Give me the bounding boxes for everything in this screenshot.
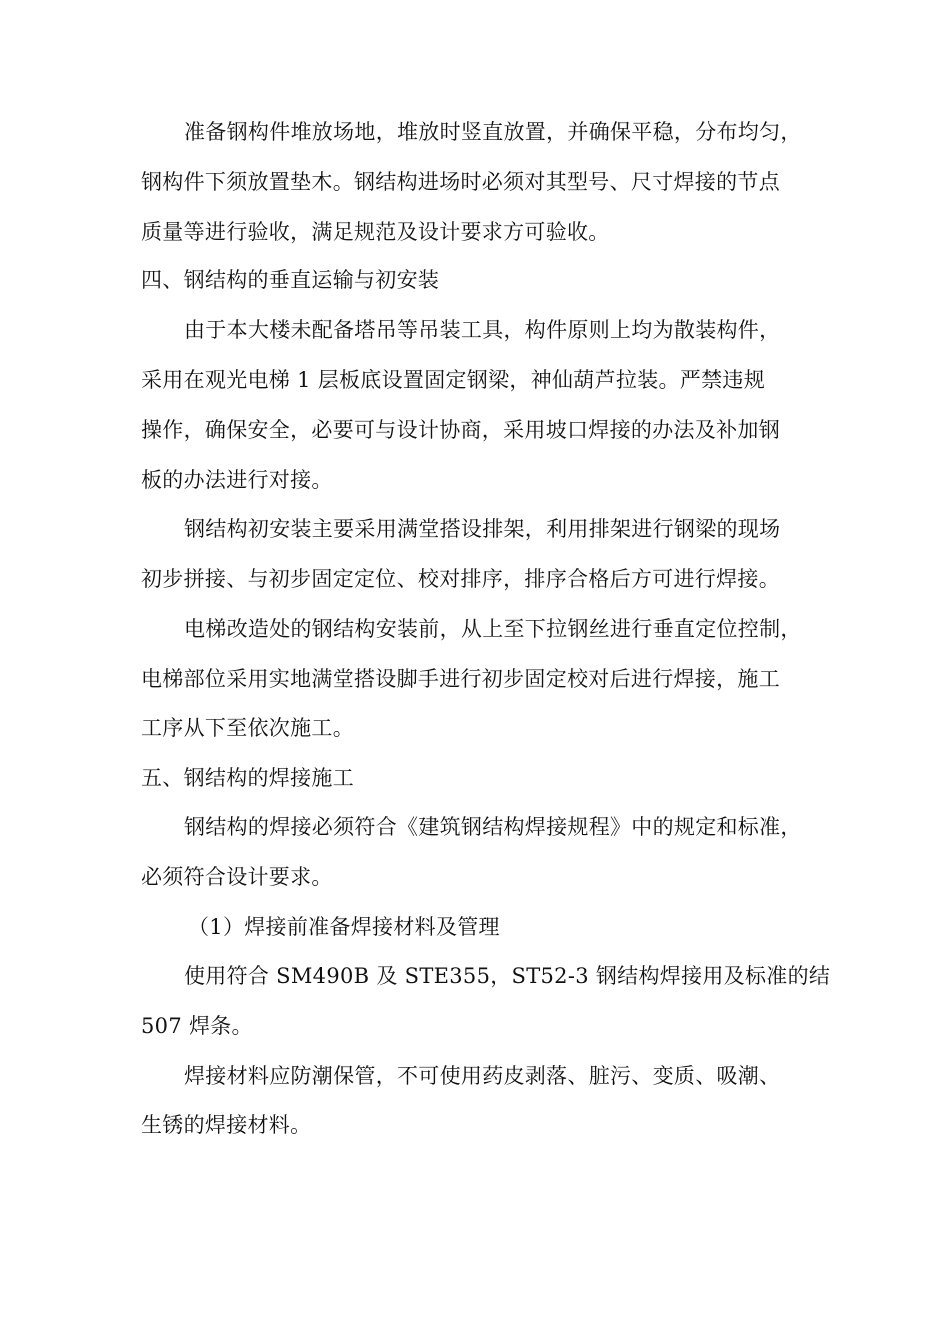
paragraph-line: 准备钢构件堆放场地，堆放时竖直放置，并确保平稳，分布均匀，	[184, 120, 802, 144]
paragraph-line: 由于本大楼未配备塔吊等吊装工具，构件原则上均为散装构件，	[184, 318, 781, 342]
paragraph-line: 质量等进行验收，满足规范及设计要求方可验收。	[141, 220, 610, 244]
paragraph-line: 焊接材料应防潮保管，不可使用药皮剥落、脏污、变质、吸潮、	[184, 1064, 781, 1088]
paragraph-line: 钢构件下须放置垫木。钢结构进场时必须对其型号、尺寸焊接的节点	[141, 170, 780, 194]
paragraph-line: 钢结构初安装主要采用满堂搭设排架，利用排架进行钢梁的现场	[184, 517, 781, 541]
paragraph-line: 生锈的焊接材料。	[141, 1113, 312, 1137]
paragraph-line: 507 焊条。	[141, 1014, 253, 1038]
paragraph-line: 工序从下至依次施工。	[141, 716, 354, 740]
paragraph-line: 板的办法进行对接。	[141, 468, 333, 492]
paragraph-line: 初步拼接、与初步固定定位、校对排序，排序合格后方可进行焊接。	[141, 567, 780, 591]
paragraph-line: 电梯改造处的钢结构安装前，从上至下拉钢丝进行垂直定位控制，	[184, 617, 802, 641]
paragraph-line: 钢结构的焊接必须符合《建筑钢结构焊接规程》中的规定和标准，	[184, 815, 802, 839]
paragraph-line: 使用符合 SM490B 及 STE355，ST52-3 钢结构焊接用及标准的结	[184, 964, 831, 988]
paragraph-line: 电梯部位采用实地满堂搭设脚手进行初步固定校对后进行焊接，施工	[141, 667, 780, 691]
paragraph-line: 操作，确保安全，必要可与设计协商，采用坡口焊接的办法及补加钢	[141, 418, 780, 442]
section-heading: 四、钢结构的垂直运输与初安装	[141, 268, 440, 292]
paragraph-line: 必须符合设计要求。	[141, 865, 333, 889]
subsection-heading: （1）焊接前准备焊接材料及管理	[188, 915, 500, 939]
paragraph-line: 采用在观光电梯 1 层板底设置固定钢梁，神仙葫芦拉装。严禁违规	[141, 368, 766, 392]
section-heading: 五、钢结构的焊接施工	[141, 766, 354, 790]
